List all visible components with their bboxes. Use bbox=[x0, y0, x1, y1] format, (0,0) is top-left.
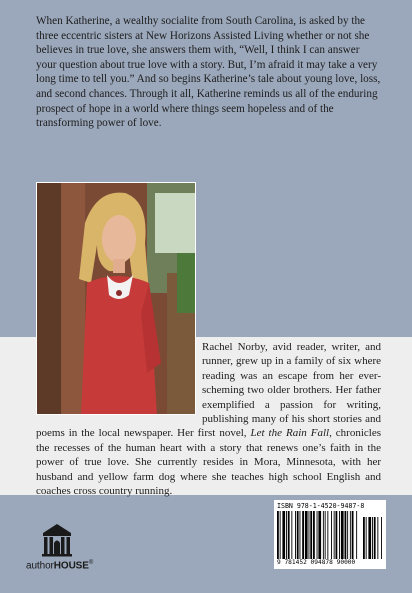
barcode-bar bbox=[309, 511, 310, 559]
barcode-bar bbox=[286, 511, 287, 559]
barcode-bar bbox=[350, 511, 351, 559]
author-bio bbox=[36, 340, 381, 498]
publisher-logo bbox=[26, 523, 116, 573]
barcode-price-bar bbox=[377, 517, 378, 559]
barcode-bar bbox=[295, 511, 296, 559]
isbn-label: ISBN 978-1-4520-9487-8 bbox=[277, 502, 365, 510]
barcode-bar bbox=[336, 511, 338, 559]
barcode-bar bbox=[302, 511, 304, 559]
bio-wrap-spacer bbox=[36, 340, 202, 420]
barcode-digits bbox=[277, 559, 355, 566]
barcode-price-bar bbox=[368, 517, 371, 559]
barcode-ean-digits: 9 781452 094878 bbox=[277, 559, 333, 566]
barcode-bar bbox=[325, 511, 326, 559]
barcode-bar bbox=[352, 511, 354, 559]
bio-novel-title: Let the Rain Fall bbox=[250, 427, 330, 440]
barcode-bar bbox=[327, 511, 328, 559]
barcode-bar bbox=[300, 511, 301, 559]
barcode-price-bar bbox=[374, 517, 376, 559]
barcode-bar bbox=[339, 511, 340, 559]
barcode-bars bbox=[277, 511, 383, 559]
publisher-name bbox=[26, 560, 93, 571]
barcode-bar bbox=[305, 511, 308, 559]
barcode-bar bbox=[345, 511, 347, 559]
barcode-price-bar bbox=[381, 517, 382, 559]
barcode-bar bbox=[288, 511, 290, 559]
barcode-bar bbox=[313, 511, 315, 559]
barcode-bar bbox=[310, 511, 312, 559]
barcode-bar bbox=[331, 511, 332, 559]
bio-text-part1: Rachel Norby, avid reader, writer, and runner, grew up in a family of six where reading was an escape from her ever-scheming two older brothers. Her father exemplified a passion for writing, publishing many of his short stories and poems in the local newspaper. Her first novel, bbox=[36, 341, 381, 440]
barcode-bar bbox=[277, 511, 279, 559]
publisher-name-b: HOUSE bbox=[53, 560, 89, 572]
barcode-bar bbox=[297, 511, 299, 559]
barcode-bar bbox=[347, 511, 348, 559]
book-blurb: When Katherine, a wealthy socialite from South Carolina, is asked by the three eccentric sisters at New Horizons Assisted Living whether or not she believes in true love, she answers them with, “Well, I think I can answer your question about true love with a story. But, I’m afraid it may take a very long time to tell you.” And so begins Katherine’s tale about young love, loss, and second chances. Through it all, Katherine reminds us all of the enduring prospect of hope in a world where things seem hopeless and of the transforming power of love. bbox=[36, 15, 381, 130]
barcode-price-code: 90000 bbox=[336, 559, 356, 566]
barcode-bar bbox=[291, 511, 292, 559]
isbn-barcode bbox=[274, 500, 386, 569]
barcode-bar bbox=[356, 511, 357, 559]
barcode-bar bbox=[317, 511, 318, 559]
bio-text-part2: , chronicles the recesses of the human heart with a story that renews one’s faith in the power of true love. She currently resides in Mora, Minnesota, with her husband and yellow farm dog where she teaches high school English and coaches cross country running. bbox=[36, 427, 381, 498]
barcode-bar bbox=[323, 511, 324, 559]
barcode-bar bbox=[280, 511, 281, 559]
barcode-bar bbox=[318, 511, 321, 559]
trademark-mark: ® bbox=[88, 560, 94, 566]
barcode-price-bar bbox=[363, 517, 365, 559]
barcode-bar bbox=[282, 511, 285, 559]
barcode-bar bbox=[341, 511, 344, 559]
barcode-price-bar bbox=[372, 517, 373, 559]
authorhouse-building-icon bbox=[40, 523, 74, 557]
barcode-bar bbox=[334, 511, 335, 559]
publisher-name-a: author bbox=[26, 560, 54, 572]
barcode-price-bar bbox=[366, 517, 367, 559]
